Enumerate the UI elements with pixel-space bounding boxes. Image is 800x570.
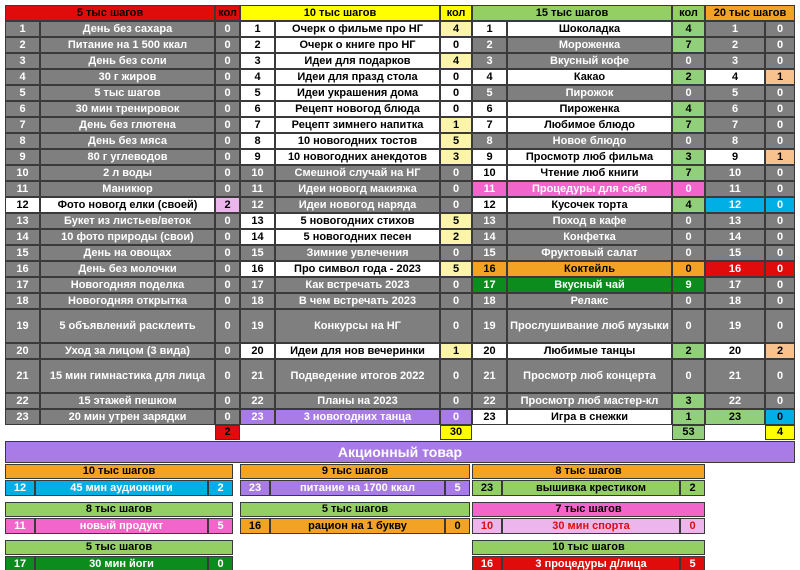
s10-task-name: Зимние увлечения bbox=[275, 245, 440, 261]
s20-row-number: 21 bbox=[705, 359, 765, 393]
s20-row-number: 18 bbox=[705, 293, 765, 309]
s5-count: 0 bbox=[215, 85, 240, 101]
s5-task-name: Фото новогд елки (своей) bbox=[40, 197, 215, 213]
s5-row-number: 12 bbox=[5, 197, 40, 213]
s5-row-number: 5 bbox=[5, 85, 40, 101]
s10-count: 4 bbox=[440, 21, 472, 37]
promo-g2-task: питание на 1700 ккал bbox=[270, 480, 445, 496]
s5-task-name: День без сахара bbox=[40, 21, 215, 37]
s20-count: 0 bbox=[765, 293, 795, 309]
s20-row-number: 19 bbox=[705, 309, 765, 343]
s15-row-number: 2 bbox=[472, 37, 507, 53]
s5-row-number: 10 bbox=[5, 165, 40, 181]
s10-count: 0 bbox=[440, 37, 472, 53]
s10-header-title: 10 тыс шагов bbox=[240, 5, 440, 21]
s5-task-name: Новогодняя открытка bbox=[40, 293, 215, 309]
s15-count: 3 bbox=[672, 149, 705, 165]
s5-row-number: 4 bbox=[5, 69, 40, 85]
s15-total: 53 bbox=[672, 425, 705, 440]
s10-row-number: 17 bbox=[240, 277, 275, 293]
s15-count: 2 bbox=[672, 69, 705, 85]
s15-count: 7 bbox=[672, 37, 705, 53]
s10-count: 0 bbox=[440, 69, 472, 85]
s5-count: 0 bbox=[215, 277, 240, 293]
s5-count: 0 bbox=[215, 133, 240, 149]
s10-count: 5 bbox=[440, 133, 472, 149]
s20-count: 0 bbox=[765, 165, 795, 181]
s5-total: 2 bbox=[215, 425, 240, 440]
s20-count: 0 bbox=[765, 101, 795, 117]
s20-total: 4 bbox=[765, 425, 795, 440]
promo-g3-task: вышивка крестиком bbox=[502, 480, 680, 496]
promo-g6-header: 7 тыс шагов bbox=[472, 502, 705, 517]
s10-count: 5 bbox=[440, 261, 472, 277]
s10-count: 5 bbox=[440, 213, 472, 229]
s15-task-name: Поход в кафе bbox=[507, 213, 672, 229]
s20-row-number: 2 bbox=[705, 37, 765, 53]
s15-task-name: Вкусный чай bbox=[507, 277, 672, 293]
s5-task-name: День без глютена bbox=[40, 117, 215, 133]
s20-count: 0 bbox=[765, 21, 795, 37]
s20-count: 0 bbox=[765, 133, 795, 149]
s5-count: 0 bbox=[215, 117, 240, 133]
promo-g5-task: рацион на 1 букву bbox=[270, 518, 445, 534]
s20-count: 0 bbox=[765, 197, 795, 213]
s5-row-number: 1 bbox=[5, 21, 40, 37]
s15-count: 0 bbox=[672, 293, 705, 309]
promo-g2-number: 23 bbox=[240, 480, 270, 496]
s10-task-name: Рецепт зимнего напитка bbox=[275, 117, 440, 133]
s10-count: 0 bbox=[440, 359, 472, 393]
s10-row-number: 16 bbox=[240, 261, 275, 277]
s15-row-number: 1 bbox=[472, 21, 507, 37]
s5-count: 0 bbox=[215, 359, 240, 393]
s5-task-name: 30 мин тренировок bbox=[40, 101, 215, 117]
s20-count: 0 bbox=[765, 277, 795, 293]
promo-g3-count: 2 bbox=[680, 480, 705, 496]
s5-count: 0 bbox=[215, 165, 240, 181]
s20-row-number: 13 bbox=[705, 213, 765, 229]
s10-task-name: Рецепт новогод блюда bbox=[275, 101, 440, 117]
s15-count: 0 bbox=[672, 261, 705, 277]
s10-count: 0 bbox=[440, 277, 472, 293]
s15-count: 0 bbox=[672, 229, 705, 245]
s20-count: 1 bbox=[765, 69, 795, 85]
s10-row-number: 11 bbox=[240, 181, 275, 197]
s5-task-name: 80 г углеводов bbox=[40, 149, 215, 165]
promo-g7-number: 17 bbox=[5, 556, 35, 570]
s20-row-number: 17 bbox=[705, 277, 765, 293]
promo-g6-number: 10 bbox=[472, 518, 502, 534]
s15-task-name: Мороженка bbox=[507, 37, 672, 53]
s15-row-number: 12 bbox=[472, 197, 507, 213]
s5-header-title: 5 тыс шагов bbox=[5, 5, 215, 21]
s20-count: 0 bbox=[765, 359, 795, 393]
s5-row-number: 18 bbox=[5, 293, 40, 309]
s10-task-name: Очерк о фильме про НГ bbox=[275, 21, 440, 37]
s5-row-number: 9 bbox=[5, 149, 40, 165]
s20-count: 0 bbox=[765, 85, 795, 101]
s5-row-number: 19 bbox=[5, 309, 40, 343]
s5-count: 0 bbox=[215, 245, 240, 261]
s10-row-number: 7 bbox=[240, 117, 275, 133]
s10-row-number: 22 bbox=[240, 393, 275, 409]
s15-task-name: Конфетка bbox=[507, 229, 672, 245]
s20-row-number: 12 bbox=[705, 197, 765, 213]
s15-task-name: Вкусный кофе bbox=[507, 53, 672, 69]
s20-row-number: 8 bbox=[705, 133, 765, 149]
s10-task-name: В чем встречать 2023 bbox=[275, 293, 440, 309]
s5-count: 0 bbox=[215, 229, 240, 245]
s20-row-number: 9 bbox=[705, 149, 765, 165]
s15-count: 2 bbox=[672, 343, 705, 359]
s20-count: 0 bbox=[765, 245, 795, 261]
s20-row-number: 11 bbox=[705, 181, 765, 197]
s15-task-name: Игра в снежки bbox=[507, 409, 672, 425]
s5-count: 0 bbox=[215, 181, 240, 197]
s15-row-number: 16 bbox=[472, 261, 507, 277]
s15-row-number: 3 bbox=[472, 53, 507, 69]
s5-header-kol: кол bbox=[215, 5, 240, 21]
s5-count: 0 bbox=[215, 69, 240, 85]
s10-task-name: Идеи новогд макияжа bbox=[275, 181, 440, 197]
s20-count: 0 bbox=[765, 229, 795, 245]
promo-g1-header: 10 тыс шагов bbox=[5, 464, 233, 479]
s20-row-number: 5 bbox=[705, 85, 765, 101]
s15-task-name: Прослушивание люб музыки bbox=[507, 309, 672, 343]
s5-count: 0 bbox=[215, 393, 240, 409]
s5-task-name: 5 объявлений расклеить bbox=[40, 309, 215, 343]
s15-row-number: 18 bbox=[472, 293, 507, 309]
s10-row-number: 15 bbox=[240, 245, 275, 261]
s15-count: 0 bbox=[672, 133, 705, 149]
s20-count: 0 bbox=[765, 393, 795, 409]
promo-g8-task: 3 процедуры д/лица bbox=[502, 556, 680, 570]
s10-count: 0 bbox=[440, 409, 472, 425]
s5-row-number: 22 bbox=[5, 393, 40, 409]
s5-task-name: 10 фото природы (свои) bbox=[40, 229, 215, 245]
s15-header-title: 15 тыс шагов bbox=[472, 5, 672, 21]
s5-row-number: 7 bbox=[5, 117, 40, 133]
promo-g6-count: 0 bbox=[680, 518, 705, 534]
s10-count: 1 bbox=[440, 117, 472, 133]
s10-row-number: 9 bbox=[240, 149, 275, 165]
promo-g8-header: 10 тыс шагов bbox=[472, 540, 705, 555]
s15-row-number: 17 bbox=[472, 277, 507, 293]
s15-task-name: Шоколадка bbox=[507, 21, 672, 37]
s20-count: 0 bbox=[765, 37, 795, 53]
s20-row-number: 14 bbox=[705, 229, 765, 245]
promo-g7-count: 0 bbox=[208, 556, 233, 570]
s20-count: 0 bbox=[765, 261, 795, 277]
s20-count: 1 bbox=[765, 149, 795, 165]
s10-total: 30 bbox=[440, 425, 472, 440]
s10-count: 0 bbox=[440, 293, 472, 309]
s10-task-name: Идеи для подарков bbox=[275, 53, 440, 69]
promo-g5-header: 5 тыс шагов bbox=[240, 502, 470, 517]
s15-row-number: 14 bbox=[472, 229, 507, 245]
s10-row-number: 4 bbox=[240, 69, 275, 85]
s15-task-name: Фруктовый салат bbox=[507, 245, 672, 261]
s5-count: 0 bbox=[215, 261, 240, 277]
s15-row-number: 6 bbox=[472, 101, 507, 117]
s15-task-name: Любимые танцы bbox=[507, 343, 672, 359]
s15-row-number: 20 bbox=[472, 343, 507, 359]
s20-count: 0 bbox=[765, 53, 795, 69]
s15-task-name: Любимое блюдо bbox=[507, 117, 672, 133]
s5-count: 0 bbox=[215, 21, 240, 37]
s10-count: 0 bbox=[440, 393, 472, 409]
s15-header-kol: кол bbox=[672, 5, 705, 21]
s10-task-name: Про символ года - 2023 bbox=[275, 261, 440, 277]
s20-row-number: 20 bbox=[705, 343, 765, 359]
s20-row-number: 10 bbox=[705, 165, 765, 181]
s20-count: 0 bbox=[765, 309, 795, 343]
s5-count: 0 bbox=[215, 101, 240, 117]
s15-count: 4 bbox=[672, 21, 705, 37]
promo-title: Акционный товар bbox=[5, 441, 795, 463]
promo-g3-header: 8 тыс шагов bbox=[472, 464, 705, 479]
s5-task-name: Уход за лицом (3 вида) bbox=[40, 343, 215, 359]
s15-count: 0 bbox=[672, 53, 705, 69]
s15-row-number: 23 bbox=[472, 409, 507, 425]
s5-row-number: 21 bbox=[5, 359, 40, 393]
s5-row-number: 2 bbox=[5, 37, 40, 53]
s10-row-number: 10 bbox=[240, 165, 275, 181]
s15-task-name: Пирожок bbox=[507, 85, 672, 101]
s10-row-number: 5 bbox=[240, 85, 275, 101]
s5-row-number: 13 bbox=[5, 213, 40, 229]
s10-row-number: 14 bbox=[240, 229, 275, 245]
s5-row-number: 11 bbox=[5, 181, 40, 197]
s20-row-number: 7 bbox=[705, 117, 765, 133]
s10-row-number: 20 bbox=[240, 343, 275, 359]
s15-count: 4 bbox=[672, 197, 705, 213]
promo-g3-number: 23 bbox=[472, 480, 502, 496]
s15-count: 0 bbox=[672, 181, 705, 197]
s10-count: 3 bbox=[440, 149, 472, 165]
s15-row-number: 7 bbox=[472, 117, 507, 133]
s10-task-name: 10 новогодних анекдотов bbox=[275, 149, 440, 165]
s5-task-name: Питание на 1 500 ккал bbox=[40, 37, 215, 53]
s15-row-number: 9 bbox=[472, 149, 507, 165]
s5-count: 0 bbox=[215, 149, 240, 165]
s20-row-number: 15 bbox=[705, 245, 765, 261]
promo-g1-number: 12 bbox=[5, 480, 35, 496]
s10-count: 4 bbox=[440, 53, 472, 69]
promo-g5-count: 0 bbox=[445, 518, 470, 534]
s5-count: 0 bbox=[215, 293, 240, 309]
s10-count: 0 bbox=[440, 165, 472, 181]
s15-row-number: 13 bbox=[472, 213, 507, 229]
s10-task-name: Идеи украшения дома bbox=[275, 85, 440, 101]
s5-count: 0 bbox=[215, 53, 240, 69]
s5-task-name: 2 л воды bbox=[40, 165, 215, 181]
s20-count: 0 bbox=[765, 117, 795, 133]
promo-g4-task: новый продукт bbox=[35, 518, 208, 534]
s15-task-name: Просмотр люб мастер-кл bbox=[507, 393, 672, 409]
s5-count: 0 bbox=[215, 213, 240, 229]
s15-task-name: Процедуры для себя bbox=[507, 181, 672, 197]
s15-count: 1 bbox=[672, 409, 705, 425]
s10-count: 0 bbox=[440, 85, 472, 101]
s10-task-name: Подведение итогов 2022 bbox=[275, 359, 440, 393]
s20-row-number: 23 bbox=[705, 409, 765, 425]
promo-g8-number: 16 bbox=[472, 556, 502, 570]
s5-task-name: Букет из листьев/веток bbox=[40, 213, 215, 229]
s10-row-number: 19 bbox=[240, 309, 275, 343]
promo-g7-header: 5 тыс шагов bbox=[5, 540, 233, 555]
s10-header-kol: кол bbox=[440, 5, 472, 21]
s5-count: 2 bbox=[215, 197, 240, 213]
s10-task-name: 10 новогодних тостов bbox=[275, 133, 440, 149]
s10-row-number: 6 bbox=[240, 101, 275, 117]
promo-g7-task: 30 мин йоги bbox=[35, 556, 208, 570]
s10-task-name: Планы на 2023 bbox=[275, 393, 440, 409]
promo-g1-count: 2 bbox=[208, 480, 233, 496]
s15-task-name: Просмотр люб фильма bbox=[507, 149, 672, 165]
s20-row-number: 22 bbox=[705, 393, 765, 409]
s20-row-number: 3 bbox=[705, 53, 765, 69]
s15-task-name: Коктейль bbox=[507, 261, 672, 277]
s10-task-name: Очерк о книге про НГ bbox=[275, 37, 440, 53]
s20-count: 2 bbox=[765, 343, 795, 359]
s5-row-number: 23 bbox=[5, 409, 40, 425]
s15-task-name: Кусочек торта bbox=[507, 197, 672, 213]
s10-count: 0 bbox=[440, 245, 472, 261]
s20-count: 0 bbox=[765, 409, 795, 425]
s5-row-number: 8 bbox=[5, 133, 40, 149]
promo-g2-header: 9 тыс шагов bbox=[240, 464, 470, 479]
s10-row-number: 12 bbox=[240, 197, 275, 213]
s10-row-number: 23 bbox=[240, 409, 275, 425]
s5-task-name: 30 г жиров bbox=[40, 69, 215, 85]
s10-task-name: Конкурсы на НГ bbox=[275, 309, 440, 343]
s5-task-name: День без мяса bbox=[40, 133, 215, 149]
s10-task-name: Смешной случай на НГ bbox=[275, 165, 440, 181]
s15-task-name: Пироженка bbox=[507, 101, 672, 117]
s15-row-number: 19 bbox=[472, 309, 507, 343]
s5-task-name: Новогодняя поделка bbox=[40, 277, 215, 293]
s5-count: 0 bbox=[215, 309, 240, 343]
s10-count: 0 bbox=[440, 101, 472, 117]
s15-row-number: 10 bbox=[472, 165, 507, 181]
s5-task-name: День без соли bbox=[40, 53, 215, 69]
s15-row-number: 22 bbox=[472, 393, 507, 409]
s15-count: 7 bbox=[672, 165, 705, 181]
s10-row-number: 13 bbox=[240, 213, 275, 229]
s10-row-number: 8 bbox=[240, 133, 275, 149]
s5-row-number: 20 bbox=[5, 343, 40, 359]
s10-row-number: 21 bbox=[240, 359, 275, 393]
s10-row-number: 2 bbox=[240, 37, 275, 53]
s5-row-number: 17 bbox=[5, 277, 40, 293]
s15-count: 0 bbox=[672, 245, 705, 261]
s10-task-name: Идеи для нов вечеринки bbox=[275, 343, 440, 359]
s15-count: 3 bbox=[672, 393, 705, 409]
s10-count: 2 bbox=[440, 229, 472, 245]
s20-row-number: 6 bbox=[705, 101, 765, 117]
s5-row-number: 16 bbox=[5, 261, 40, 277]
s5-count: 0 bbox=[215, 37, 240, 53]
s15-row-number: 5 bbox=[472, 85, 507, 101]
s15-row-number: 15 bbox=[472, 245, 507, 261]
s15-task-name: Чтение люб книги bbox=[507, 165, 672, 181]
s15-count: 4 bbox=[672, 101, 705, 117]
s10-task-name: 3 новогодних танца bbox=[275, 409, 440, 425]
s15-task-name: Релакс bbox=[507, 293, 672, 309]
s10-task-name: Как встречать 2023 bbox=[275, 277, 440, 293]
s10-count: 0 bbox=[440, 309, 472, 343]
s10-count: 1 bbox=[440, 343, 472, 359]
s15-row-number: 21 bbox=[472, 359, 507, 393]
s10-task-name: Идеи для празд стола bbox=[275, 69, 440, 85]
s5-task-name: 5 тыс шагов bbox=[40, 85, 215, 101]
promo-g8-count: 5 bbox=[680, 556, 705, 570]
s5-row-number: 14 bbox=[5, 229, 40, 245]
s15-task-name: Просмотр люб концерта bbox=[507, 359, 672, 393]
s15-count: 7 bbox=[672, 117, 705, 133]
promo-g6-task: 30 мин спорта bbox=[502, 518, 680, 534]
s5-task-name: День без молочки bbox=[40, 261, 215, 277]
s10-task-name: Идеи новогод наряда bbox=[275, 197, 440, 213]
promo-g4-header: 8 тыс шагов bbox=[5, 502, 233, 517]
s15-count: 0 bbox=[672, 85, 705, 101]
s15-row-number: 8 bbox=[472, 133, 507, 149]
s10-task-name: 5 новогодних стихов bbox=[275, 213, 440, 229]
s5-row-number: 6 bbox=[5, 101, 40, 117]
s20-row-number: 16 bbox=[705, 261, 765, 277]
s5-task-name: Маникюр bbox=[40, 181, 215, 197]
promo-g5-number: 16 bbox=[240, 518, 270, 534]
s20-count: 0 bbox=[765, 213, 795, 229]
s15-row-number: 11 bbox=[472, 181, 507, 197]
s15-task-name: Новое блюдо bbox=[507, 133, 672, 149]
s5-task-name: День на овощах bbox=[40, 245, 215, 261]
s5-row-number: 15 bbox=[5, 245, 40, 261]
promo-g4-number: 11 bbox=[5, 518, 35, 534]
s10-row-number: 18 bbox=[240, 293, 275, 309]
s15-task-name: Какао bbox=[507, 69, 672, 85]
s15-count: 0 bbox=[672, 359, 705, 393]
s10-row-number: 1 bbox=[240, 21, 275, 37]
s5-task-name: 15 этажей пешком bbox=[40, 393, 215, 409]
s5-task-name: 20 мин утрен зарядки bbox=[40, 409, 215, 425]
s20-count: 0 bbox=[765, 181, 795, 197]
s15-row-number: 4 bbox=[472, 69, 507, 85]
s10-count: 0 bbox=[440, 181, 472, 197]
promo-g4-count: 5 bbox=[208, 518, 233, 534]
s20-row-number: 4 bbox=[705, 69, 765, 85]
s5-task-name: 15 мин гимнастика для лица bbox=[40, 359, 215, 393]
s5-count: 0 bbox=[215, 409, 240, 425]
s5-count: 0 bbox=[215, 343, 240, 359]
promo-g2-count: 5 bbox=[445, 480, 470, 496]
s15-count: 0 bbox=[672, 213, 705, 229]
s20-row-number: 1 bbox=[705, 21, 765, 37]
promo-g1-task: 45 мин аудиокниги bbox=[35, 480, 208, 496]
s15-count: 0 bbox=[672, 309, 705, 343]
s5-row-number: 3 bbox=[5, 53, 40, 69]
s10-row-number: 3 bbox=[240, 53, 275, 69]
s10-count: 0 bbox=[440, 197, 472, 213]
s10-task-name: 5 новогодних песен bbox=[275, 229, 440, 245]
s15-count: 9 bbox=[672, 277, 705, 293]
s20-header-title: 20 тыс шагов bbox=[705, 5, 795, 21]
